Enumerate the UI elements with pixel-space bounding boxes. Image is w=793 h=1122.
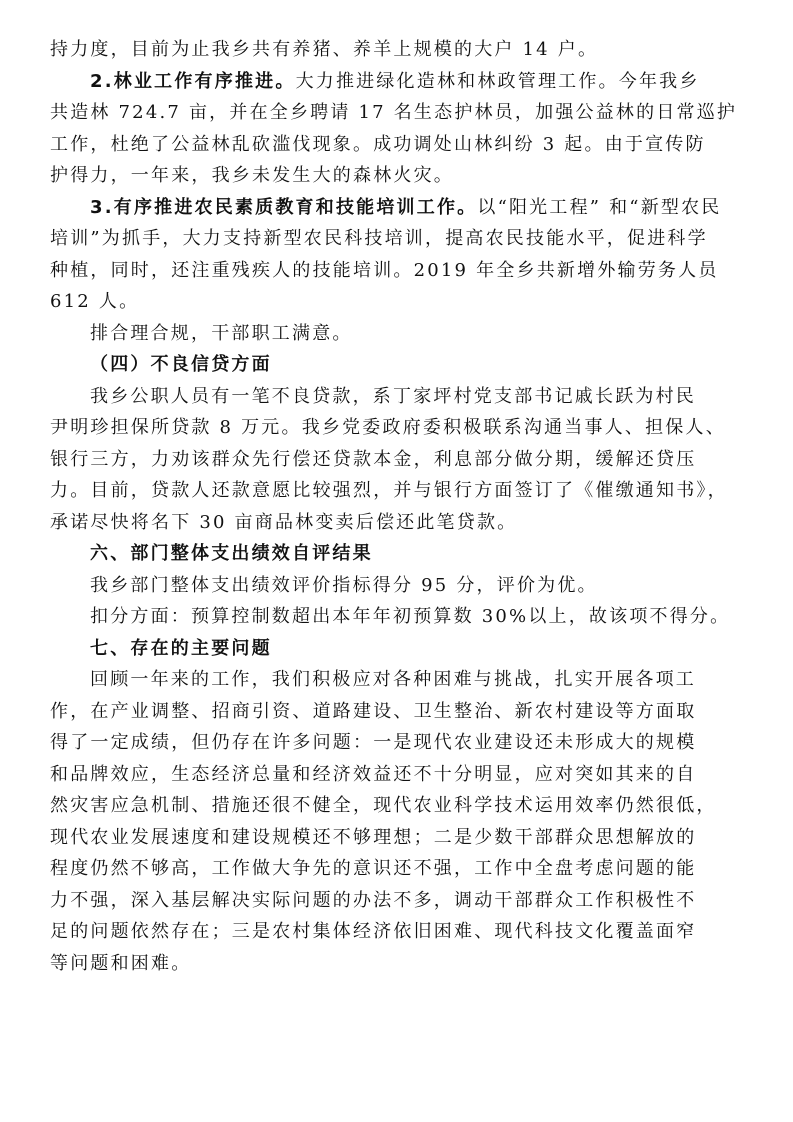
paragraph-line: 承诺尽快将名下 30 亩商品林变卖后偿还此笔贷款。 xyxy=(50,511,518,533)
paragraph-line: 工作，杜绝了公益林乱砍滥伐现象。成功调处山林纠纷 3 起。由于宣传防 xyxy=(50,133,706,155)
section-heading: 七、存在的主要问题 xyxy=(90,637,272,659)
paragraph-line: 我乡公职人员有一笔不良贷款，系丁家坪村党支部书记戚长跃为村民 xyxy=(90,385,696,407)
paragraph-line: 作，在产业调整、招商引资、道路建设、卫生整治、新农村建设等方面取 xyxy=(50,700,697,722)
paragraph-line: 我乡部门整体支出绩效评价指标得分 95 分，评价为优。 xyxy=(90,574,598,596)
paragraph-line: 和品牌效应，生态经济总量和经济效益还不十分明显，应对突如其来的自 xyxy=(50,763,697,785)
paragraph-line: 等问题和困难。 xyxy=(50,952,192,974)
paragraph-line: 现代农业发展速度和建设规模还不够理想；二是少数干部群众思想解放的 xyxy=(50,826,697,848)
paragraph-line: 培训”为抓手，大力支持新型农民科技培训，提高农民技能水平，促进科学 xyxy=(50,228,708,249)
paragraph-line: 力不强，深入基层解决实际问题的办法不多，调动干部群众工作积极性不 xyxy=(50,889,697,911)
paragraph-line: 种植，同时，还注重残疾人的技能培训。2019 年全乡共新增外输劳务人员 xyxy=(50,259,719,281)
paragraph-line: 尹明珍担保所贷款 8 万元。我乡党委政府委积极联系沟通当事人、担保人、 xyxy=(50,417,726,438)
paragraph-line: 共造林 724.7 亩，并在全乡聘请 17 名生态护林员，加强公益林的日常巡护 xyxy=(50,102,738,123)
paragraph-line: 扣分方面：预算控制数超出本年年初预算数 30%以上，故该项不得分。 xyxy=(90,606,731,627)
training-heading: 3.有序推进农民素质教育和技能培训工作。 xyxy=(90,196,478,218)
paragraph-text: 以“阳光工程” 和“新型农民 xyxy=(477,196,722,218)
section-heading: （四）不良信贷方面 xyxy=(90,354,272,375)
paragraph-line xyxy=(50,192,743,224)
paragraph-line: 银行三方，力劝该群众先行偿还贷款本金，利息部分做分期，缓解还贷压 xyxy=(50,448,697,470)
paragraph-line: 然灾害应急机制、措施还很不健全，现代农业科学技术运用效率仍然很低， xyxy=(50,795,717,816)
forestry-heading: 2.林业工作有序推进。 xyxy=(90,70,296,92)
paragraph-line: 排合理合规，干部职工满意。 xyxy=(90,322,353,344)
paragraph-line: 力。目前，贷款人还款意愿比较强烈，并与银行方面签订了《催缴通知书》， xyxy=(50,480,728,501)
paragraph-line: 程度仍然不够高，工作做大争先的意识还不强，工作中全盘考虑问题的能 xyxy=(50,858,697,879)
paragraph-line: 护得力，一年来，我乡未发生大的森林火灾。 xyxy=(50,165,454,186)
section-heading: 六、部门整体支出绩效自评结果 xyxy=(90,543,373,564)
paragraph-line: 足的问题依然存在；三是农村集体经济依旧困难、现代科技文化覆盖面窄 xyxy=(50,921,697,942)
paragraph-line: 得了一定成绩，但仍存在许多问题：一是现代农业建设还未形成大的规模 xyxy=(50,732,697,753)
paragraph-line: 持力度，目前为止我乡共有养猪、养羊上规模的大户 14 户。 xyxy=(50,39,599,60)
paragraph-text: 大力推进绿化造林和林政管理工作。今年我乡 xyxy=(295,70,700,92)
paragraph-line xyxy=(50,66,743,98)
paragraph-line: 回顾一年来的工作，我们积极应对各种困难与挑战，扎实开展各项工 xyxy=(90,669,696,690)
paragraph-line: 612 人。 xyxy=(50,291,140,312)
document-page xyxy=(50,34,743,979)
